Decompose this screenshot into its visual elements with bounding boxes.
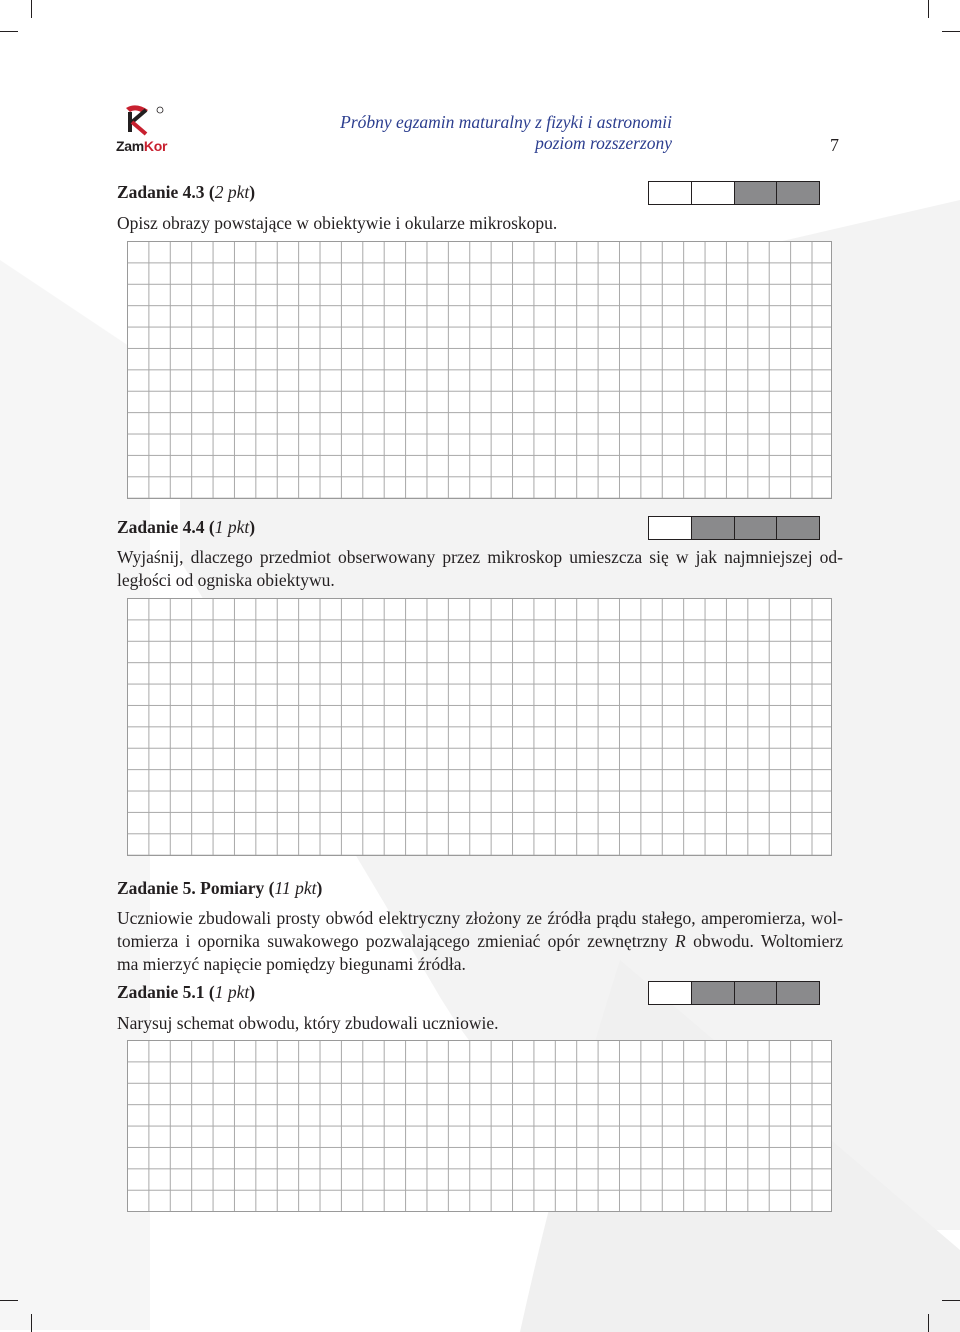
- running-title: [340, 112, 672, 154]
- crop-mark: [0, 1300, 18, 1301]
- running-title-line1: Próbny egzamin maturalny z fizyki i astronomii: [340, 112, 672, 132]
- task-text-5: Uczniowie zbudowali prosty obwód elektryczny złożony ze źródła prądu stałego, amperomierza, wol- tomierza i opornika suwakowego pozwalającego zmieniać opór zewnętrzny R obwodu. Woltomierz ma mierzyć napięcie pomiędzy biegunami źródła.: [117, 908, 844, 974]
- task-text-4-3: Opisz obrazy powstające w obiektywie i okularze mikroskopu.: [117, 213, 558, 233]
- logo-wordmark: ZamKor: [116, 138, 168, 154]
- score-boxes-4-4: [648, 516, 820, 540]
- score-box[interactable]: [692, 182, 735, 204]
- task-text-5-1: Narysuj schemat obwodu, który zbudowali uczniowie.: [117, 1013, 499, 1033]
- zamkor-logo-icon: [116, 104, 172, 138]
- answer-grid-4-4[interactable]: [127, 598, 832, 856]
- crop-mark: [942, 1300, 960, 1301]
- score-box: [692, 982, 735, 1004]
- score-box: [735, 982, 778, 1004]
- task-heading-5-1: Zadanie 5.1 (1 pkt): [117, 982, 256, 1002]
- running-title-line2: poziom rozszerzony: [535, 133, 672, 153]
- score-box: [735, 182, 778, 204]
- task-heading-4-3: Zadanie 4.3 (2 pkt): [117, 182, 256, 202]
- score-box: [735, 517, 778, 539]
- zamkor-logo: [116, 104, 176, 156]
- crop-mark: [31, 1314, 32, 1332]
- page-number: 7: [830, 135, 839, 155]
- score-box[interactable]: [649, 517, 692, 539]
- score-boxes-5-1: [648, 981, 820, 1005]
- task-heading-5: Zadanie 5. Pomiary (11 pkt): [117, 878, 323, 898]
- crop-mark: [942, 31, 960, 32]
- score-box: [777, 982, 819, 1004]
- crop-mark: [0, 31, 18, 32]
- answer-grid-5-1[interactable]: [127, 1040, 832, 1212]
- score-box: [692, 517, 735, 539]
- score-box: [777, 517, 819, 539]
- score-box: [777, 182, 819, 204]
- score-box[interactable]: [649, 182, 692, 204]
- crop-mark: [31, 0, 32, 18]
- task-heading-4-4: Zadanie 4.4 (1 pkt): [117, 517, 256, 537]
- task-text-4-4: Wyjaśnij, dlaczego przedmiot obserwowany przez mikroskop umieszcza się w jak najmniejszej od- ległości od ogniska obiektywu.: [117, 547, 843, 590]
- answer-grid-4-3[interactable]: [127, 241, 832, 499]
- crop-mark: [928, 0, 929, 18]
- score-box[interactable]: [649, 982, 692, 1004]
- crop-mark: [928, 1314, 929, 1332]
- score-boxes-4-3: [648, 181, 820, 205]
